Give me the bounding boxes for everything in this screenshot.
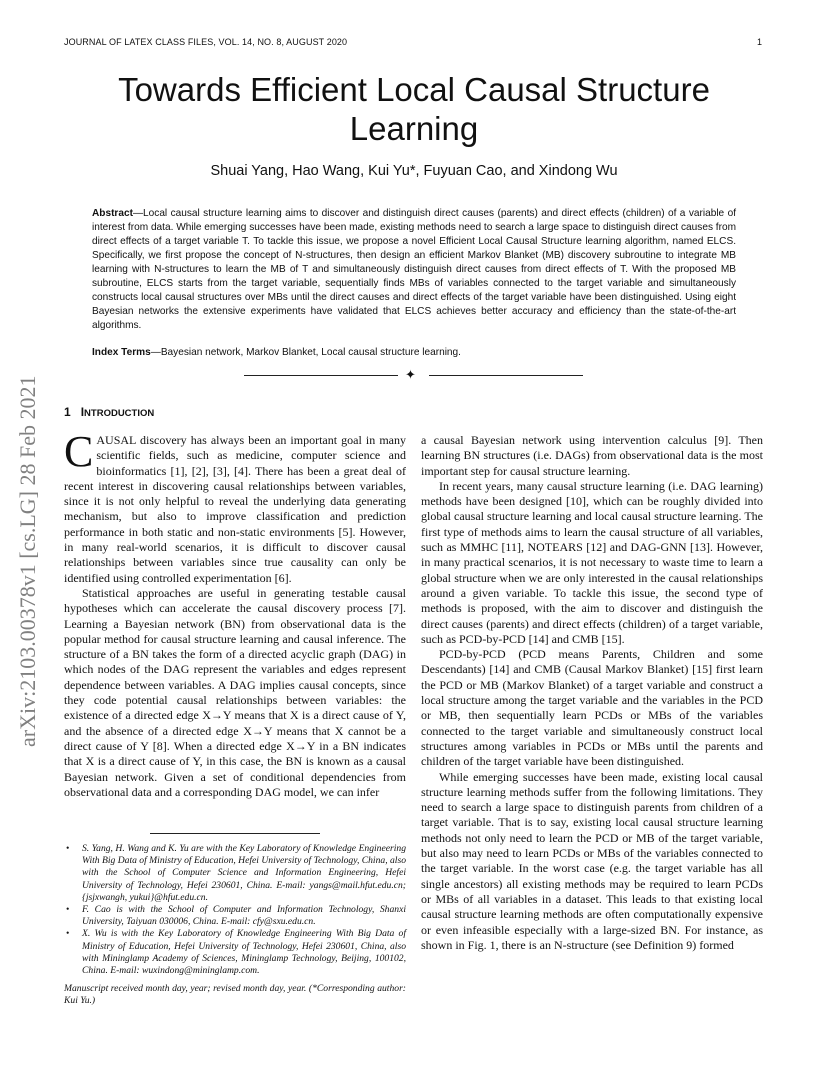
index-terms — [92, 347, 736, 358]
intro-paragraph-1-text: AUSAL discovery has always been an important goal in many scientific fields, such as medicine, computer science and bioinformatics [1], [2], [3], [4]. There has been a great deal of recent interest in discovering causal relationships between variables, since it is not only helpful to reveal the underlying data generating mechanism, but also to improve classification and prediction performance in both static and non-static environments [5]. However, in many real-world scenarios, it is difficult to discover causal relationships between variables since true causality can only be identified using controlled experimentation [6]. — [64, 433, 406, 585]
paper-title: Towards Efficient Local Causal Structure Learning — [118, 71, 710, 147]
section-title-first-letter: I — [80, 405, 85, 419]
abstract-label: Abstract — [92, 208, 133, 219]
dropcap-letter: C — [64, 427, 94, 476]
arxiv-side-stamp[interactable]: arXiv:2103.00378v1 [cs.LG] 28 Feb 2021 — [15, 375, 40, 747]
divider-left-rule — [244, 375, 398, 376]
divider-right-rule — [429, 375, 583, 376]
manuscript-note: Manuscript received month day, year; revised month day, year. (*Corresponding author: Kui Yu.) — [64, 983, 406, 1007]
affiliation-item: • F. Cao is with the School of Computer and Information Technology, Shanxi University, Taiyuan 030006, China. E-mail: cfy@sxu.edu.cn. — [82, 904, 406, 928]
page-number: 1 — [757, 37, 763, 47]
index-terms-text: —Bayesian network, Markov Blanket, Local causal structure learning. — [150, 347, 461, 358]
section-heading-introduction — [64, 405, 154, 419]
index-terms-label: Index Terms — [92, 347, 151, 358]
intro-paragraph-2: Statistical approaches are useful in generating testable causal hypotheses which can accelerate the causal discovery process [7]. Learning a Bayesian network (BN) from observational data is the popular method for causal structure learning and causal inference. The structure of a BN takes the form of a directed acyclic graph (DAG) in which nodes of the DAG represent the variables and edges represent dependence between variables. A DAG implies causal concepts, since they code potential causal relationships between variables: the existence of a directed edge X→Y means that X is a direct cause of Y, and the absence of a directed edge X→Y means that X cannot be a direct cause of Y [8]. When a directed edge X→Y in a BN indicates that X is a direct cause of Y, in this case, the BN is known as a causal Bayesian network. Given a set of conditional dependencies from observational data and a corresponding DAG model, we can infer — [64, 585, 406, 799]
right-paragraph-2: In recent years, many causal structure learning (i.e. DAG learning) methods have been designed [10], which can be roughly divided into global causal structure learning and local causal structure learning. The first type of methods aims to learn the causal structure of all variables, such as MMHC [11], NOTEARS [12] and DAG-GNN [13]. However, in many practical scenarios, it is not necessary to waste time to learn a global structure when we are only interested in the causal relationships around a given variable. To tackle this issue, the second type of methods is proposed, with the aim to discover and distinguish the direct causes (parents) and direct effects (children) of a target variable, such as PCD-by-PCD [14] and CMB [15]. — [421, 478, 763, 646]
author-list: Shuai Yang, Hao Wang, Kui Yu*, Fuyuan Cao, and Xindong Wu — [210, 163, 618, 179]
abstract — [92, 207, 736, 333]
right-column — [421, 433, 763, 953]
footnote-rule — [150, 833, 320, 834]
section-title-rest: NTRODUCTION — [84, 408, 155, 419]
right-paragraph-1: a causal Bayesian network using intervention calculus [9]. Then learning BN structures (i.e. DAGs) from observational data is the most important step for causal structure learning. — [421, 433, 763, 478]
divider-diamond-icon: ✦ — [405, 367, 416, 382]
footnotes — [64, 843, 406, 1008]
right-paragraph-4: While emerging successes have been made, existing local causal structure learning methods suffer from the following limitations. They need to search a large space to distinguish parents from children of a target variable. That is to say, existing local causal structure learning methods not only need to learn the PCD or MB of the target variable, but also may need to learn PCDs or MBs of the variables connected to the target variable. In the worst case (e.g. the target variable has all single ancestors) all existing methods may be required to learn PCDs or MBs of all variables in a dataset. This leads to that existing local causal structure learning methods are often computationally expensive or even infeasible especially with a large-sized BN. For instance, as shown in Fig. 1, there is an N-structure (see Definition 9) formed — [421, 769, 763, 952]
affiliation-item: • X. Wu is with the Key Laboratory of Knowledge Engineering With Big Data of Ministry of Education, Hefei University of Technology, Hefei 230601, China, also with Mininglamp Academy of Sciences, Mininglamp Technology, Beijing, 100102, China. E-mail: wuxindong@mininglamp.com. — [82, 928, 406, 977]
affiliation-list — [64, 843, 406, 977]
section-number: 1 — [64, 405, 71, 419]
running-head: JOURNAL OF LATEX CLASS FILES, VOL. 14, NO. 8, AUGUST 2020 — [64, 37, 348, 47]
affiliation-item: • S. Yang, H. Wang and K. Yu are with the Key Laboratory of Knowledge Engineering With Big Data of Ministry of Education, Hefei University of Technology, China, also with the School of Computer Science and Information Engineering, Hefei University of Technology, Hefei 230601, China. E-mail: yangs@mail.hfut.edu.cn; {jsjxwangh, yukui}@hfut.edu.cn. — [82, 843, 406, 904]
right-paragraph-3: PCD-by-PCD (PCD means Parents, Children and some Descendants) [14] and CMB (Causal Markov Blanket) [15] first learn the PCD or MB (Markov Blanket) of a target variable and construct a local structure among the target variable and the variables in the PCD or MB, then sequentially learn PCDs or MBs of the variables connected to the target variable and simultaneously construct local structures among variables in PCDs or MBs until the parents and children of the target variable have been distinguished. — [421, 647, 763, 769]
left-column — [64, 427, 406, 800]
abstract-text: —Local causal structure learning aims to discover and distinguish direct causes (parents) and direct effects (children) of a variable of interest from data. While emerging successes have been made, existing methods need to search a large space to distinguish direct causes from direct effects of a target variable T. To tackle this issue, we propose a novel Efficient Local Causal Structure learning algorithm, named ELCS. Specifically, we first propose the concept of N-structures, then design an efficient Markov Blanket (MB) discovery subroutine to integrate MB learning with N-structures to learn the MB of T and simultaneously distinguish direct causes from direct effects of T. With the proposed MB subroutine, ELCS starts from the target variable, sequentially finds MBs of variables connected to the target variable and simultaneously constructs local causal structures over MBs until the direct causes and direct effects of the target variable have been distinguished. Using eight Bayesian networks the extensive experiments have validated that ELCS achieves better accuracy and efficiency than the state-of-the-art algorithms. — [92, 208, 736, 331]
intro-paragraph-1 — [64, 427, 406, 586]
